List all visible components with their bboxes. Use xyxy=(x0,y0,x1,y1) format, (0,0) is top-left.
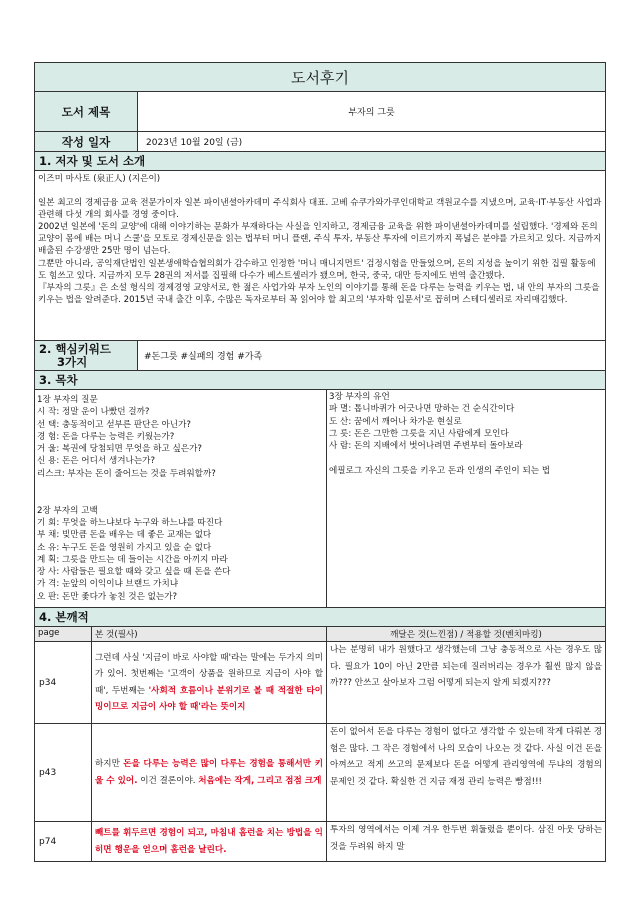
seen-text-highlight: '사회적 흐름이나 분위기로 볼 때 적절한 타이밍이므로 지금이 사야 할 때'라는 뜻이지 xyxy=(95,685,323,713)
seen-text xyxy=(92,822,327,862)
seen-text-plain: 그런데 사실 '지금이 바로 사야할 때'라는 말에는 두가지 의미가 있어. 첫번째는 '고객이 상품을 원하므로 지금이 사야 할 때', 두번째는 xyxy=(95,652,323,696)
seen-text-highlight: 처음에는 작게, 그리고 점점 크게 xyxy=(198,775,322,786)
page-number: p34 xyxy=(35,642,92,724)
toc-line: 소 유: 누구도 돈을 영원히 가지고 있을 순 없다 xyxy=(37,542,212,553)
book-title-label: 도서 제목 xyxy=(35,92,138,132)
author-paragraph: 그뿐만 아니라, 공익재단법인 일본생애학습협의회가 감수하고 인정한 '머니 매니지먼트' 검정시험을 만들었으며, 돈의 지성을 높이기 위한 집필 활동에도 힘쓰고 있다. 지금까지 모두 28권의 저서를 집필해 다수가 베스트셀러가 됐으며, 한국, 중국, 대만 등지에도 번역 출간됐다. xyxy=(38,258,596,281)
section2-heading-line2: 3가지 xyxy=(57,354,88,369)
section2-heading-line1: 2. 핵심키워드 xyxy=(39,341,111,356)
page-number: p43 xyxy=(35,724,92,822)
toc-line: 선 택: 충동적이고 섣부른 판단은 아닌가? xyxy=(37,419,191,430)
realized-text: 돈이 없어서 돈을 다루는 경험이 없다고 생각할 수 있는데 작게 다뤄본 경험은 많다. 그 작은 경험에서 나의 모습이 나오는 것 같다. 사실 이건 돈을 아껴쓰고 적게 쓰고의 문제보다 돈을 어떻게 관리영역에 두냐의 경험의 문제인 것 같다. 확실한 건 지금 재정 관리 능력은 빵점!!! xyxy=(327,724,606,822)
toc-line: 기 회: 무엇을 하느냐보다 누구와 하느냐를 따진다 xyxy=(37,517,223,528)
section2-heading xyxy=(35,341,138,371)
toc-line: 도 산: 꿈에서 깨어나 차가운 현실로 xyxy=(329,416,462,427)
realized-text: 나는 분명히 내가 원했다고 생각했는데 그냥 충동적으로 사는 경우도 많다. 필요가 10이 아닌 2만큼 되는데 질러버리는 경우가 훨씬 많지 않을까??? 안쓰고 살아보자 그럼 어떻게 되는지 알게 되겠지??? xyxy=(327,642,606,724)
toc-line xyxy=(37,492,324,504)
table-row xyxy=(35,822,606,862)
toc-line: 신 용: 돈은 어디서 생겨나는가? xyxy=(37,456,156,467)
toc-line: 사 람: 돈의 지배에서 벗어나려면 주변부터 돌아보라 xyxy=(329,441,523,452)
toc-line xyxy=(329,452,603,464)
page-number: p74 xyxy=(35,822,92,862)
toc-line: 오 판: 돈만 좇다가 놓친 것은 없는가? xyxy=(37,591,178,602)
toc-line: 리스크: 부자는 돈이 줄어드는 것을 두려워할까? xyxy=(37,468,216,479)
date-label: 작성 일자 xyxy=(35,132,138,152)
author-intro xyxy=(35,171,606,341)
section4-heading: 4. 본깨적 xyxy=(35,608,606,627)
seen-text-plain: 하지만 xyxy=(95,759,124,770)
realized-text: 투자의 영역에서는 이제 겨우 한두번 휘둘렀을 뿐이다. 삼진 아웃 당하는 것을 두려워 하지 말 xyxy=(327,822,606,862)
toc-line: 시 작: 정말 운이 나빴던 걸까? xyxy=(37,407,150,418)
toc-line: 3장 부자의 유언 xyxy=(329,392,390,402)
toc-line: 2장 부자의 고백 xyxy=(37,505,98,516)
col-header-seen: 본 것(필사) xyxy=(92,627,327,642)
toc-line: 장 사: 사람들은 필요할 때와 갖고 싶을 때 돈을 쓴다 xyxy=(37,567,231,578)
date-value: 2023년 10월 20일 (금) xyxy=(138,132,606,152)
author-paragraph: 2002년 일본에 '돈의 교양'에 대해 이야기하는 문화가 부재하다는 사실을 인지하고, 경제금융 교육을 위한 파이낸셜아카데미를 설립했다. '경제와 돈의 교양이 몸에 배는 머니 스쿨'을 모토로 경제신문을 읽는 법부터 머니 플랜, 주식 투자, 부동산 투자에 이르기까지 폭넓은 분야를 가르치고 있다. 지금까지 배출된 수강생만 25만 명이 넘는다. xyxy=(38,222,602,257)
spacer xyxy=(38,185,602,197)
keywords: #돈그릇 #실패의 경험 #가족 xyxy=(138,341,606,371)
toc-line: 파 멸: 톱니바퀴가 어긋나면 망하는 건 순식간이다 xyxy=(329,404,515,415)
toc-right xyxy=(327,390,606,608)
col-header-realized: 깨달은 것(느낀점) / 적용할 것(벤치마킹) xyxy=(327,627,606,642)
section1-heading: 1. 저자 및 도서 소개 xyxy=(35,152,606,171)
seen-text xyxy=(92,642,327,724)
toc-line: 가 격: 눈앞의 이익이냐 브랜드 가치냐 xyxy=(37,579,179,590)
table-row xyxy=(35,724,606,822)
book-paragraph: 『부자의 그릇』은 소설 형식의 경제경영 교양서로, 한 젊은 사업가와 부자 노인의 이야기를 통해 돈을 다루는 능력을 키우는 법, 내 안의 부자의 그릇을 키우는 법을 알려준다. 2015년 국내 출간 이후, 수많은 독자로부터 꼭 읽어야 할 최고의 '부자학 입문서'로 꼽히며 스테디셀러로 자리매김했다. xyxy=(38,282,600,305)
toc-line: 계 획: 그릇을 만드는 데 들이는 시간을 아끼지 마라 xyxy=(37,554,228,565)
author-paragraph: 일본 최고의 경제금융 교육 전문가이자 일본 파이낸셜아카데미 주식회사 대표. 고베 슈쿠가와가쿠인대학교 객원교수를 지냈으며, 교육·IT·부동산 사업과 관련해 다섯 개의 회사를 경영 중이다. xyxy=(38,198,602,221)
toc-left xyxy=(35,390,327,608)
toc-line: 경 험: 돈을 다루는 능력은 키웠는가? xyxy=(37,431,175,442)
toc-line: 거 울: 복권에 당첨되면 무엇을 하고 싶은가? xyxy=(37,444,202,455)
section3-heading: 3. 목차 xyxy=(35,371,606,390)
form-title: 도서후기 xyxy=(35,63,606,92)
toc-line: 1장 부자의 질문 xyxy=(37,395,98,405)
col-header-page: page xyxy=(35,627,92,642)
toc-line: 에필로그 자신의 그릇을 키우고 돈과 인생의 주인이 되는 법 xyxy=(329,465,551,476)
seen-text-plain: 이건 결론이야. xyxy=(137,775,199,786)
toc-line: 부 채: 빚만큼 돈을 배우는 데 좋은 교재는 없다 xyxy=(37,530,212,541)
book-title-value: 부자의 그릇 xyxy=(138,92,606,132)
toc-line xyxy=(37,480,324,492)
toc-line: 그 릇: 돈은 그만한 그릇을 지닌 사람에게 모인다 xyxy=(329,428,509,439)
seen-text-highlight: 돈을 다루는 능력은 많이 다루는 경험을 통해서만 키울 수 있어. xyxy=(95,759,324,786)
author-name: 이즈미 마사토 (泉正人) (지은이) xyxy=(38,174,161,184)
table-row xyxy=(35,642,606,724)
seen-text xyxy=(92,724,327,822)
book-review-form xyxy=(34,62,606,862)
seen-text-highlight: 빼트를 휘두르면 경험이 되고, 마침내 홈런을 치는 방법을 익히면 행운을 얻으며 홈런을 날린다. xyxy=(95,828,323,855)
